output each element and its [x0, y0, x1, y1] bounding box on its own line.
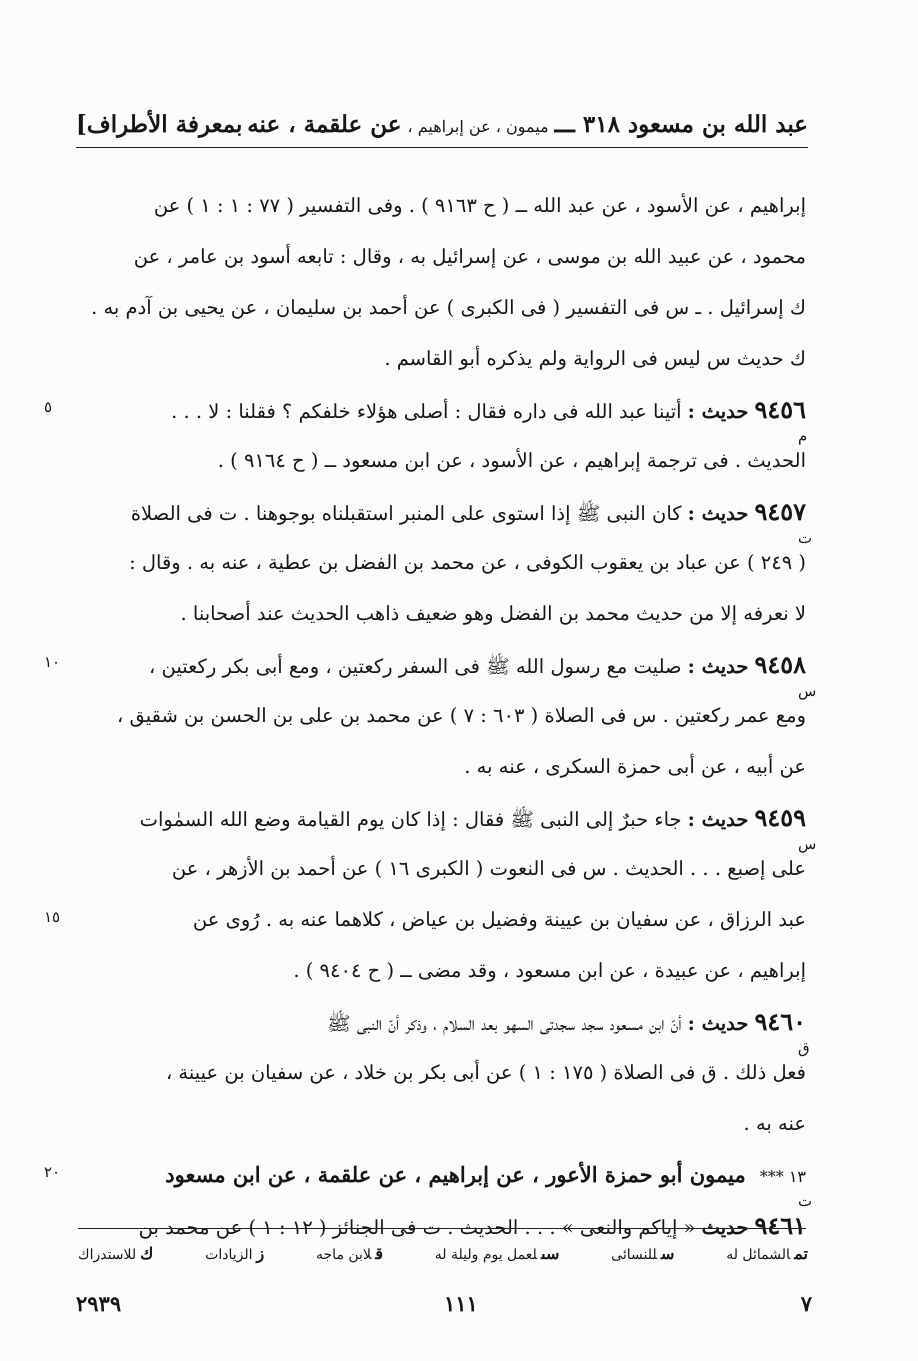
line-text: ﻙ إسرائيل . ـ س فى التفسير ( فى الكبرى ) عن أحمد بن سليمان ، عن يحيى بن آدم به .: [91, 296, 806, 319]
volume-number: ٧: [800, 1290, 812, 1316]
hadith-line: [78, 996, 806, 1047]
text-line: [78, 180, 806, 231]
line-text: كان النبى ﷺ إذا استوى على المنبر استقبلناه بوجوهنا . ت فى الصلاة: [130, 502, 682, 525]
legend-label: لابن ماجه: [316, 1246, 372, 1263]
line-text: « إياكم والنعى » . . . الحديث . ت فى الجنائز ( ١٢ : ١ ) عن محمد بن: [138, 1216, 696, 1239]
footnote-rule: [78, 1228, 806, 1229]
legend-item: [435, 1244, 560, 1263]
legend-item: [316, 1244, 383, 1263]
text-line: [78, 894, 806, 945]
margin-line-number: ١٥: [44, 908, 61, 926]
text-line: [78, 1098, 806, 1149]
line-text: ( ٢٤٩ ) عن عباد بن يعقوب الكوفى ، عن محمد بن الفضل بن عطية ، عنه به . وقال :: [129, 551, 806, 574]
hadith-keyword: حديث :: [687, 400, 749, 423]
margin-line-number: ٥: [44, 398, 53, 416]
line-text: محمود ، عن عبيد الله بن موسى ، عن إسرائيل به ، وقال : تابعه أسود بن عامر ، عن: [133, 245, 806, 268]
footer-left-number: ٢٩٣٩: [76, 1290, 122, 1316]
text-line: [78, 435, 806, 486]
line-text: ميمون أبو حمزة الأعور ، عن إبراهيم ، عن علقمة ، عن ابن مسعود: [165, 1162, 746, 1187]
header-chain-end: عن علقمة ، عنه: [247, 110, 402, 138]
legend-symbol: ق: [375, 1243, 383, 1263]
legend-label: لعمل يوم وليلة له: [434, 1246, 538, 1263]
hadith-keyword: حديث :: [687, 502, 749, 525]
line-text: صليت مع رسول الله ﷺ فى السفر ركعتين ، ومع أبى بكر ركعتين ،: [149, 655, 682, 678]
text-line: [78, 537, 806, 588]
line-text: الحديث . فى ترجمة إبراهيم ، عن الأسود ، عن ابن مسعود ــ ( ح ٩١٦٤ ) .: [217, 449, 806, 472]
legend-symbol: ﻙ: [140, 1243, 154, 1263]
margin-siglum: ق: [798, 1039, 810, 1057]
line-text: عبد الرزاق ، عن سفيان بن عيينة وفضيل بن عياض ، كلاهما عنه به . رُوى عن: [192, 908, 806, 931]
margin-siglum: ت: [798, 1192, 813, 1210]
text-line: [78, 843, 806, 894]
text-line: [78, 945, 806, 996]
line-text: ومع عمر ركعتين . س فى الصلاة ( ٦٠٣ : ٧ ) عن محمد بن على بن الحسن بن شقيق ،: [116, 704, 806, 727]
legend-symbol: ز: [256, 1243, 265, 1263]
hadith-line: [78, 384, 806, 435]
text-line: [78, 231, 806, 282]
legend-label: للاستدراك: [78, 1246, 137, 1263]
hadith-number: ٩٤٥٩: [754, 803, 806, 832]
legend-symbol: تم: [794, 1243, 808, 1263]
margin-siglum: س: [798, 682, 817, 700]
legend-label: الزيادات: [205, 1246, 253, 1263]
running-header: [76, 104, 808, 144]
hadith-keyword: حديث :: [687, 808, 749, 831]
abbreviation-legend: [78, 1240, 808, 1266]
text-line: [78, 333, 806, 384]
hadith-keyword: حديث: [701, 1216, 749, 1239]
line-text: عن أبيه ، عن أبى حمزة السكرى ، عنه به .: [464, 755, 806, 778]
text-line: [78, 741, 806, 792]
margin-siglum: س: [798, 835, 817, 853]
margin-line-number: ١٠: [44, 653, 61, 671]
header-right: [247, 111, 808, 138]
page-number: ١١١: [444, 1290, 478, 1316]
line-text: جاء حبرٌ إلى النبى ﷺ فقال : إذا كان يوم القيامة وضع الله السمٰوات: [139, 808, 682, 831]
line-text: لا نعرفه إلا من حديث محمد بن الفضل وهو ضعيف ذاهب الحديث عند أصحابنا .: [180, 602, 806, 625]
line-text: فعل ذلك . ق فى الصلاة ( ١٧٥ : ١ ) عن أبى بكر بن خلاد ، عن سفيان بن عيينة ،: [165, 1061, 806, 1084]
margin-line-number: ٢٠: [44, 1163, 61, 1181]
section-prefix: ١٣ ***: [759, 1167, 806, 1186]
header-left: بمعرفة الأطراف]: [76, 110, 243, 138]
line-text: أنّ ابن مسعود سجد سجدتى السهو بعد السلام ، وذكر أنّ النبى ﷺ: [327, 1012, 682, 1035]
line-text: إبراهيم ، عن الأسود ، عن عبد الله ــ ( ح ٩١٦٣ ) . وفى التفسير ( ٧٧ : ١ : ١ ) عن: [153, 194, 806, 217]
legend-symbol: سى: [541, 1243, 560, 1263]
hadith-number: ٩٤٦٠: [754, 1007, 806, 1036]
hadith-number: ٩٤٥٦: [754, 395, 806, 424]
legend-item: [726, 1244, 808, 1263]
margin-siglum: ت: [798, 529, 813, 547]
page-footer: [76, 1288, 812, 1318]
text-line: [78, 588, 806, 639]
line-text: ﻙ حديث س ليس فى الرواية ولم يذكره أبو القاسم .: [384, 347, 806, 370]
header-title: عبد الله بن مسعود ٣١٨ ـــ: [554, 110, 808, 138]
hadith-number: ٩٤٥٨: [754, 650, 806, 679]
line-text: إبراهيم ، عن عبيدة ، عن ابن مسعود ، وقد مضى ــ ( ح ٩٤٠٤ ) .: [293, 959, 806, 982]
hadith-line: [78, 792, 806, 843]
hadith-line: [78, 486, 806, 537]
line-text: عنه به .: [743, 1112, 806, 1135]
section-heading: [78, 1149, 806, 1200]
text-line: [78, 1047, 806, 1098]
line-text: على إصبع . . . الحديث . س فى النعوت ( الكبرى ١٦ ) عن أحمد بن الأزهر ، عن: [171, 857, 806, 880]
hadith-number: ٩٤٥٧: [754, 497, 806, 526]
legend-label: للنسائى: [611, 1246, 657, 1263]
hadith-keyword: حديث :: [687, 1012, 749, 1035]
legend-item: [78, 1244, 153, 1263]
text-line: [78, 282, 806, 333]
legend-symbol: س: [661, 1243, 675, 1263]
margin-siglum: م: [798, 427, 808, 445]
hadith-line: [78, 639, 806, 690]
text-line: [78, 690, 806, 741]
hadith-keyword: حديث :: [687, 655, 749, 678]
legend-item: [205, 1244, 264, 1263]
body-text: [78, 180, 806, 1251]
line-text: أتينا عبد الله فى داره فقال : أصلى هؤلاء خلفكم ؟ فقلنا : لا . . .: [171, 400, 682, 423]
legend-label: الشمائل له: [726, 1246, 791, 1263]
hadith-number: ٩٤٦١: [754, 1211, 806, 1240]
legend-item: [611, 1244, 674, 1263]
header-subtitle: ميمون ، عن إبراهيم ،: [407, 116, 549, 136]
header-rule: [76, 147, 808, 148]
